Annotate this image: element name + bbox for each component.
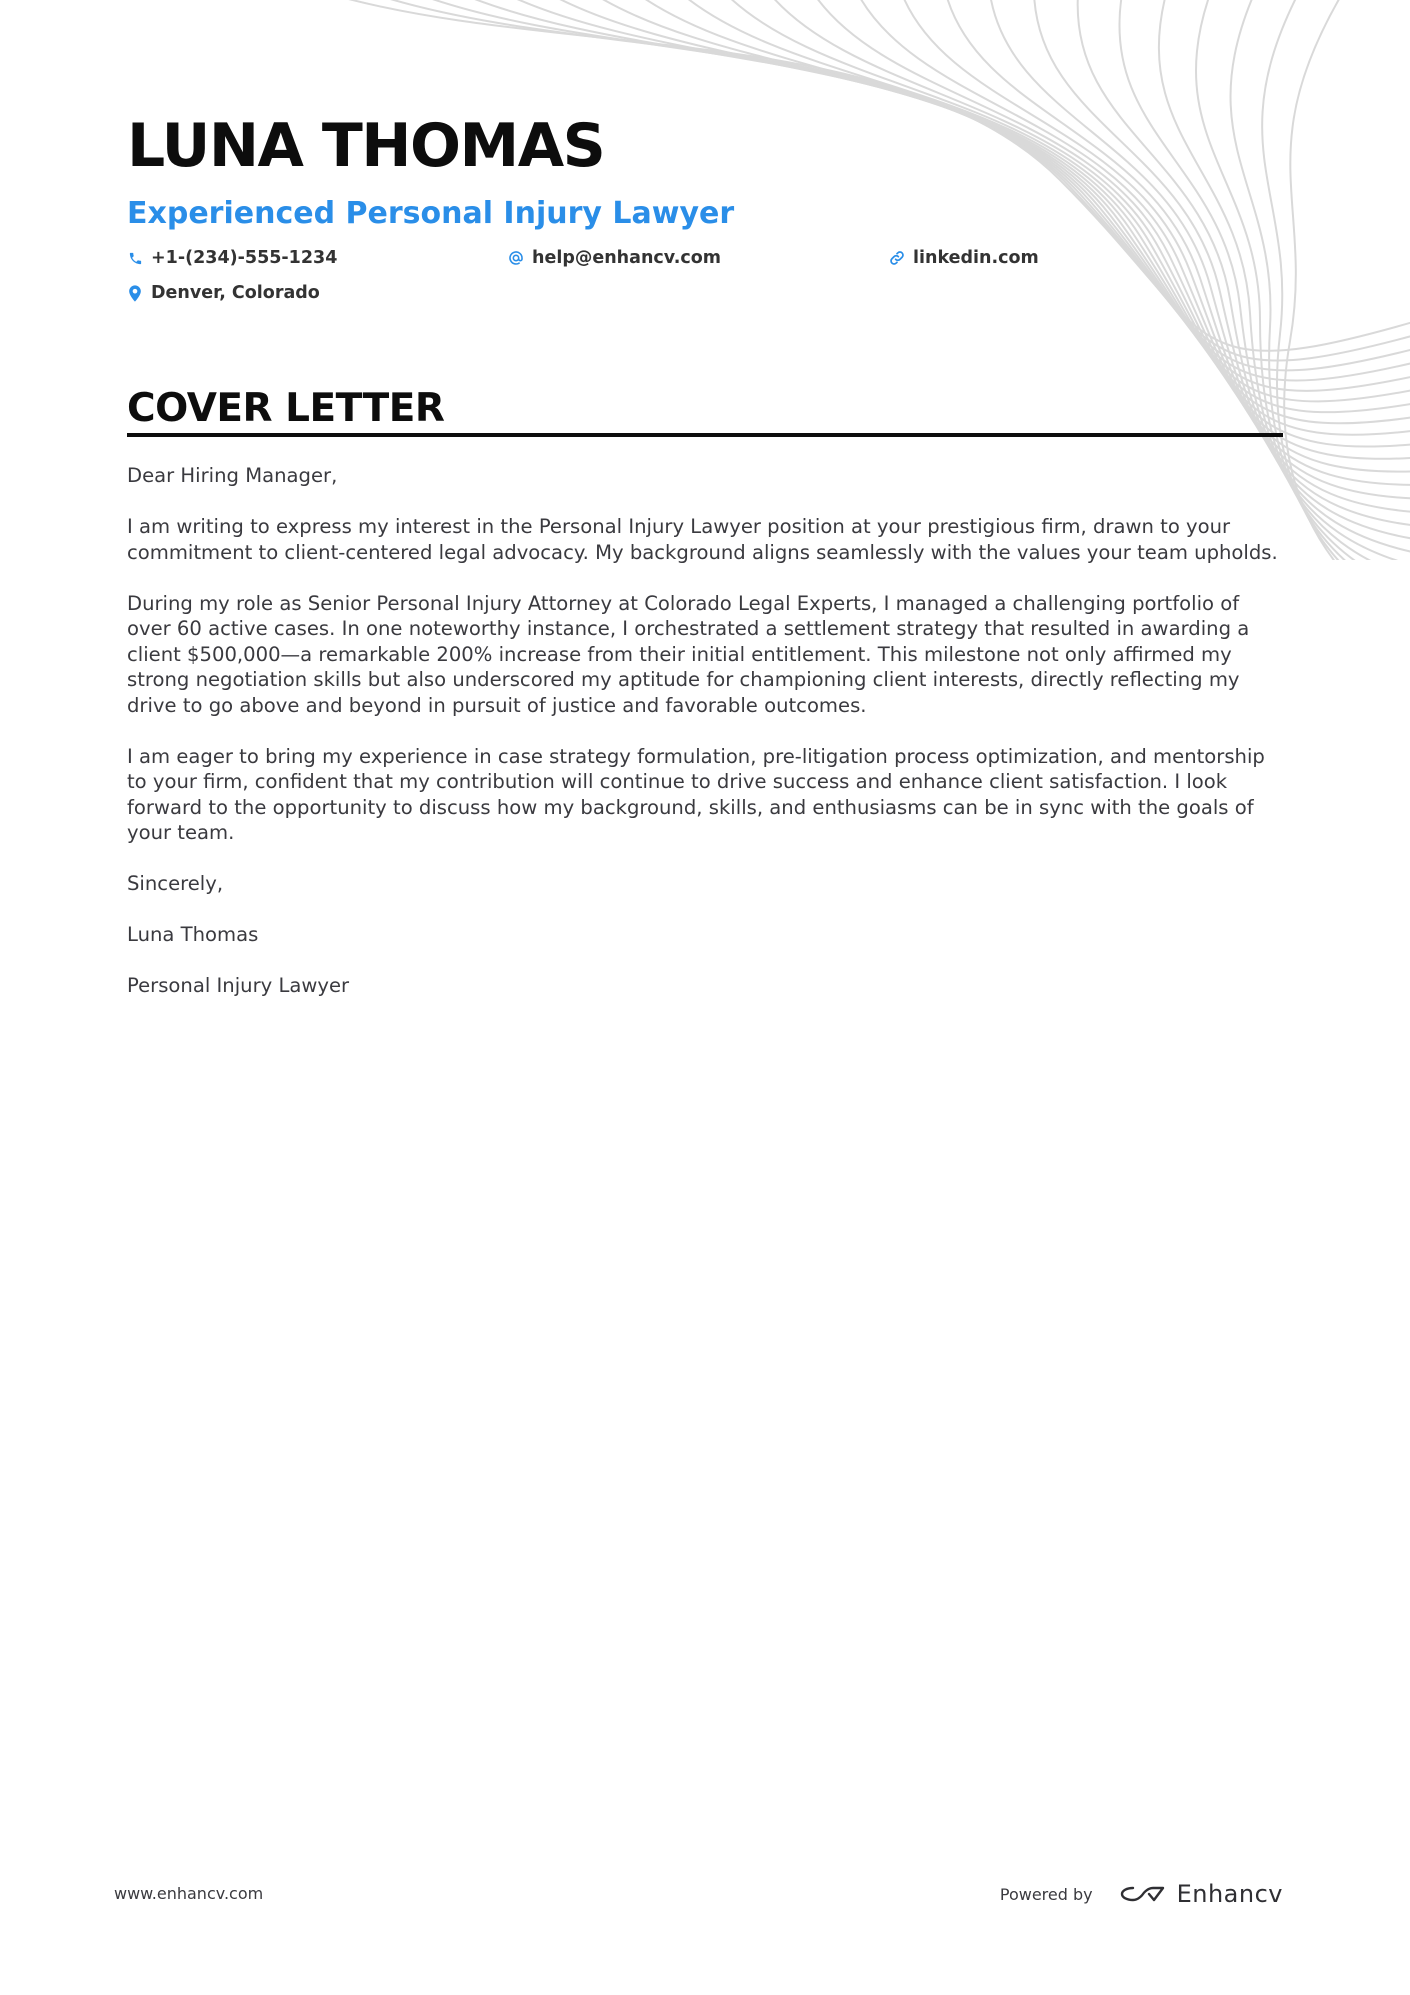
letter-paragraph: During my role as Senior Personal Injury Attorney at Colorado Legal Experts, I managed a challenging portfolio of over 60 active cases. In one noteworthy instance, I orchestrated a settlement strategy that resulted in awarding a client $500,000—a remarkable 200% increase from their initial entitlement. This milestone not only affirmed my strong negotiation skills but also underscored my aptitude for championing client interests, directly reflecting my drive to go above and beyond in pursuit of justice and favorable outcomes. [127,591,1250,717]
candidate-name: LUNA THOMAS [127,111,605,181]
contact-location-text: Denver, Colorado [151,283,320,303]
enhancv-logo-icon [1119,1882,1167,1906]
section-divider [127,433,1283,437]
letter-closing: Sincerely, [127,872,224,895]
header [127,110,1283,316]
enhancv-logo[interactable] [1119,1880,1283,1908]
letter-paragraph: I am eager to bring my experience in case strategy formulation, pre-litigation process optimization, and mentorship to your firm, confident that my contribution will continue to drive success and enhance client satisfaction. I look forward to the opportunity to discuss how my background, skills, and enthusiasms can be in sync with the goals of your team. [127,744,1265,844]
contact-list [127,246,1283,316]
contact-phone[interactable] [127,246,337,270]
powered-by-label: Powered by [999,1884,1093,1904]
candidate-title: Experienced Personal Injury Lawyer [127,196,735,231]
contact-linkedin[interactable] [889,246,1039,270]
contact-email[interactable] [508,246,721,270]
wave-line [1284,0,1410,560]
contact-email-text: help@enhancv.com [532,248,722,268]
letter-greeting: Dear Hiring Manager, [127,464,338,487]
letter-paragraph: I am writing to express my interest in the Personal Injury Lawyer position at your prestigious firm, drawn to your commitment to client-centered legal advocacy. My background aligns seamlessly with the values your team upholds. [127,515,1278,564]
contact-location [127,281,320,305]
contact-linkedin-text: linkedin.com [913,248,1039,268]
at-icon [508,250,524,266]
link-icon [889,250,905,266]
signature-title: Personal Injury Lawyer [127,974,350,997]
wave-line [1262,0,1410,560]
signature-name: Luna Thomas [127,923,259,946]
contact-phone-text: +1-(234)-555-1234 [151,248,338,268]
section-title: COVER LETTER [127,386,445,431]
location-pin-icon [127,285,143,301]
footer-website-link[interactable]: www.enhancv.com [114,1884,264,1903]
footer-branding [1000,1870,1283,1918]
phone-icon [127,250,143,266]
brand-name: Enhancv [1176,1880,1283,1908]
letter-body [127,463,1283,1024]
